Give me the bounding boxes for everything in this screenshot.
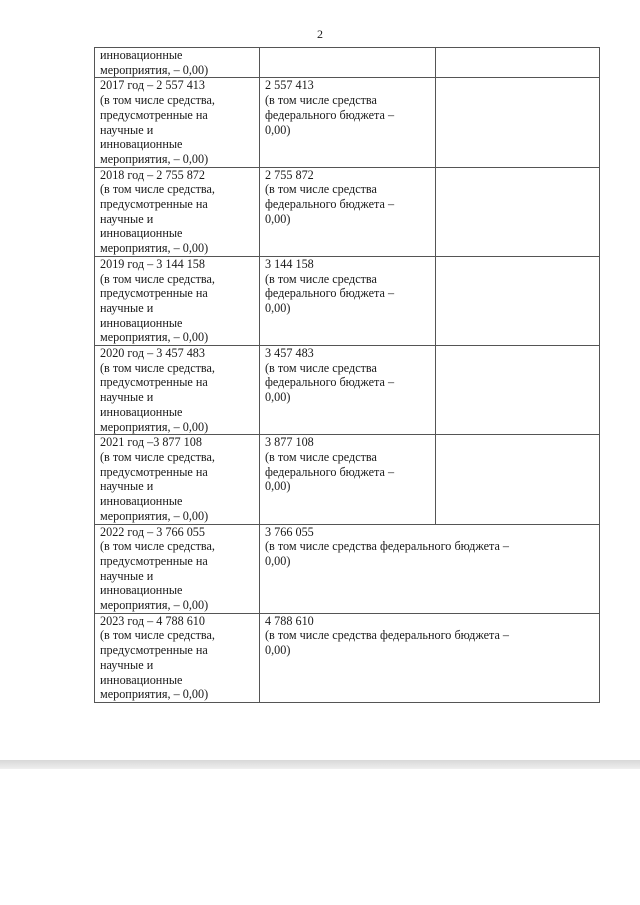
cell-text-line: научные и bbox=[100, 300, 154, 315]
cell-text-line: федерального бюджета – bbox=[265, 464, 395, 479]
cell-text-line: научные и bbox=[100, 657, 154, 672]
cell-text-line: 2018 год – 2 755 872 bbox=[100, 167, 205, 182]
budget-amount-cell bbox=[260, 613, 600, 702]
cell-text-line: (в том числе средства, bbox=[100, 628, 215, 643]
cell-text-line: 2017 год – 2 557 413 bbox=[100, 78, 205, 93]
page-edge-shadow bbox=[0, 760, 640, 769]
cell-text-line: (в том числе средства, bbox=[100, 539, 215, 554]
cell-text-line: (в том числе средства, bbox=[100, 93, 215, 108]
cell-text-line: (в том числе средства bbox=[265, 360, 377, 375]
budget-amount-cell bbox=[260, 435, 436, 524]
cell-text-line: инновационные bbox=[100, 583, 183, 598]
cell-text-line: федерального бюджета – bbox=[265, 197, 395, 212]
cell-text-line: мероприятия, – 0,00) bbox=[100, 151, 209, 166]
cell-text-line: федерального бюджета – bbox=[265, 286, 395, 301]
cell-text-line: 4 788 610 bbox=[265, 613, 314, 628]
year-total-cell bbox=[95, 613, 260, 702]
cell-text-line: 0,00) bbox=[265, 122, 291, 137]
cell-text-line: 2023 год – 4 788 610 bbox=[100, 613, 205, 628]
cell-text-line: инновационные bbox=[100, 48, 183, 62]
cell-text-line: мероприятия, – 0,00) bbox=[100, 330, 209, 345]
year-total-cell bbox=[95, 435, 260, 524]
cell-text-line: (в том числе средства bbox=[265, 449, 377, 464]
cell-text-line: 2020 год – 3 457 483 bbox=[100, 346, 205, 361]
cell-text-line: научные и bbox=[100, 122, 154, 137]
cell-text-line: научные и bbox=[100, 479, 154, 494]
background-area bbox=[0, 769, 640, 905]
cell-text-line: 2 755 872 bbox=[265, 167, 314, 182]
cell-text-line: предусмотренные на bbox=[100, 464, 208, 479]
empty-cell bbox=[436, 78, 600, 167]
cell-text-line: инновационные bbox=[100, 137, 183, 152]
cell-text-line: федерального бюджета – bbox=[265, 107, 395, 122]
cell-text-line: 2019 год – 3 144 158 bbox=[100, 256, 205, 271]
cell-text-line: (в том числе средства bbox=[265, 271, 377, 286]
budget-amount-cell bbox=[260, 48, 436, 78]
cell-text-line: 3 877 108 bbox=[265, 435, 314, 450]
cell-text-line: 0,00) bbox=[265, 553, 291, 568]
cell-text-line: мероприятия, – 0,00) bbox=[100, 241, 209, 256]
cell-text-line: предусмотренные на bbox=[100, 107, 208, 122]
cell-text-line: (в том числе средства, bbox=[100, 182, 215, 197]
cell-text-line: 2 557 413 bbox=[265, 78, 314, 93]
cell-text-line: (в том числе средства, bbox=[100, 360, 215, 375]
cell-text-line: 0,00) bbox=[265, 643, 291, 658]
cell-text-line: 2022 год – 3 766 055 bbox=[100, 524, 205, 539]
cell-text-line: 3 457 483 bbox=[265, 346, 314, 361]
cell-text-line: предусмотренные на bbox=[100, 286, 208, 301]
cell-text-line: 3 766 055 bbox=[265, 524, 314, 539]
cell-text-line: мероприятия, – 0,00) bbox=[100, 508, 209, 523]
cell-text-line: предусмотренные на bbox=[100, 197, 208, 212]
cell-text-line: 0,00) bbox=[265, 211, 291, 226]
year-total-cell bbox=[95, 78, 260, 167]
cell-text-line: научные и bbox=[100, 390, 154, 405]
table-row bbox=[95, 48, 600, 78]
year-total-cell bbox=[95, 256, 260, 345]
table-row bbox=[95, 256, 600, 345]
cell-text-line: (в том числе средства, bbox=[100, 449, 215, 464]
empty-cell bbox=[436, 435, 600, 524]
cell-text-line: предусмотренные на bbox=[100, 375, 208, 390]
year-total-cell bbox=[95, 167, 260, 256]
cell-text-line: инновационные bbox=[100, 315, 183, 330]
table-row bbox=[95, 435, 600, 524]
cell-text-line: инновационные bbox=[100, 672, 183, 687]
year-total-cell bbox=[95, 524, 260, 613]
table-row bbox=[95, 346, 600, 435]
cell-text-line: мероприятия, – 0,00) bbox=[100, 62, 209, 77]
cell-text-line: 0,00) bbox=[265, 390, 291, 405]
budget-amount-cell bbox=[260, 346, 436, 435]
year-total-cell bbox=[95, 48, 260, 78]
year-total-cell bbox=[95, 346, 260, 435]
budget-amount-cell bbox=[260, 256, 436, 345]
cell-text-line: предусмотренные на bbox=[100, 643, 208, 658]
cell-text-line: инновационные bbox=[100, 226, 183, 241]
cell-text-line: научные и bbox=[100, 211, 154, 226]
empty-cell bbox=[436, 256, 600, 345]
empty-cell bbox=[436, 167, 600, 256]
page-number: 2 bbox=[317, 27, 323, 41]
empty-cell bbox=[436, 346, 600, 435]
table-row bbox=[95, 167, 600, 256]
budget-amount-cell bbox=[260, 78, 436, 167]
cell-text-line: научные и bbox=[100, 568, 154, 583]
table-row bbox=[95, 524, 600, 613]
cell-text-line: инновационные bbox=[100, 494, 183, 509]
cell-text-line: мероприятия, – 0,00) bbox=[100, 598, 209, 613]
cell-text-line: 0,00) bbox=[265, 479, 291, 494]
cell-text-line: (в том числе средства bbox=[265, 182, 377, 197]
budget-amount-cell bbox=[260, 524, 600, 613]
cell-text-line: 2021 год –3 877 108 bbox=[100, 435, 202, 450]
empty-cell bbox=[436, 48, 600, 78]
cell-text-line: (в том числе средства федерального бюджета – bbox=[265, 539, 510, 554]
budget-amount-cell bbox=[260, 167, 436, 256]
cell-text-line: 0,00) bbox=[265, 300, 291, 315]
cell-text-line: инновационные bbox=[100, 404, 183, 419]
table-row bbox=[95, 613, 600, 702]
cell-text-line: предусмотренные на bbox=[100, 553, 208, 568]
funding-table bbox=[94, 47, 600, 703]
cell-text-line: (в том числе средства, bbox=[100, 271, 215, 286]
cell-text-line: (в том числе средства федерального бюджета – bbox=[265, 628, 510, 643]
table-row bbox=[95, 78, 600, 167]
cell-text-line: (в том числе средства bbox=[265, 93, 377, 108]
cell-text-line: мероприятия, – 0,00) bbox=[100, 687, 209, 702]
cell-text-line: федерального бюджета – bbox=[265, 375, 395, 390]
cell-text-line: мероприятия, – 0,00) bbox=[100, 419, 209, 434]
cell-text-line: 3 144 158 bbox=[265, 256, 314, 271]
